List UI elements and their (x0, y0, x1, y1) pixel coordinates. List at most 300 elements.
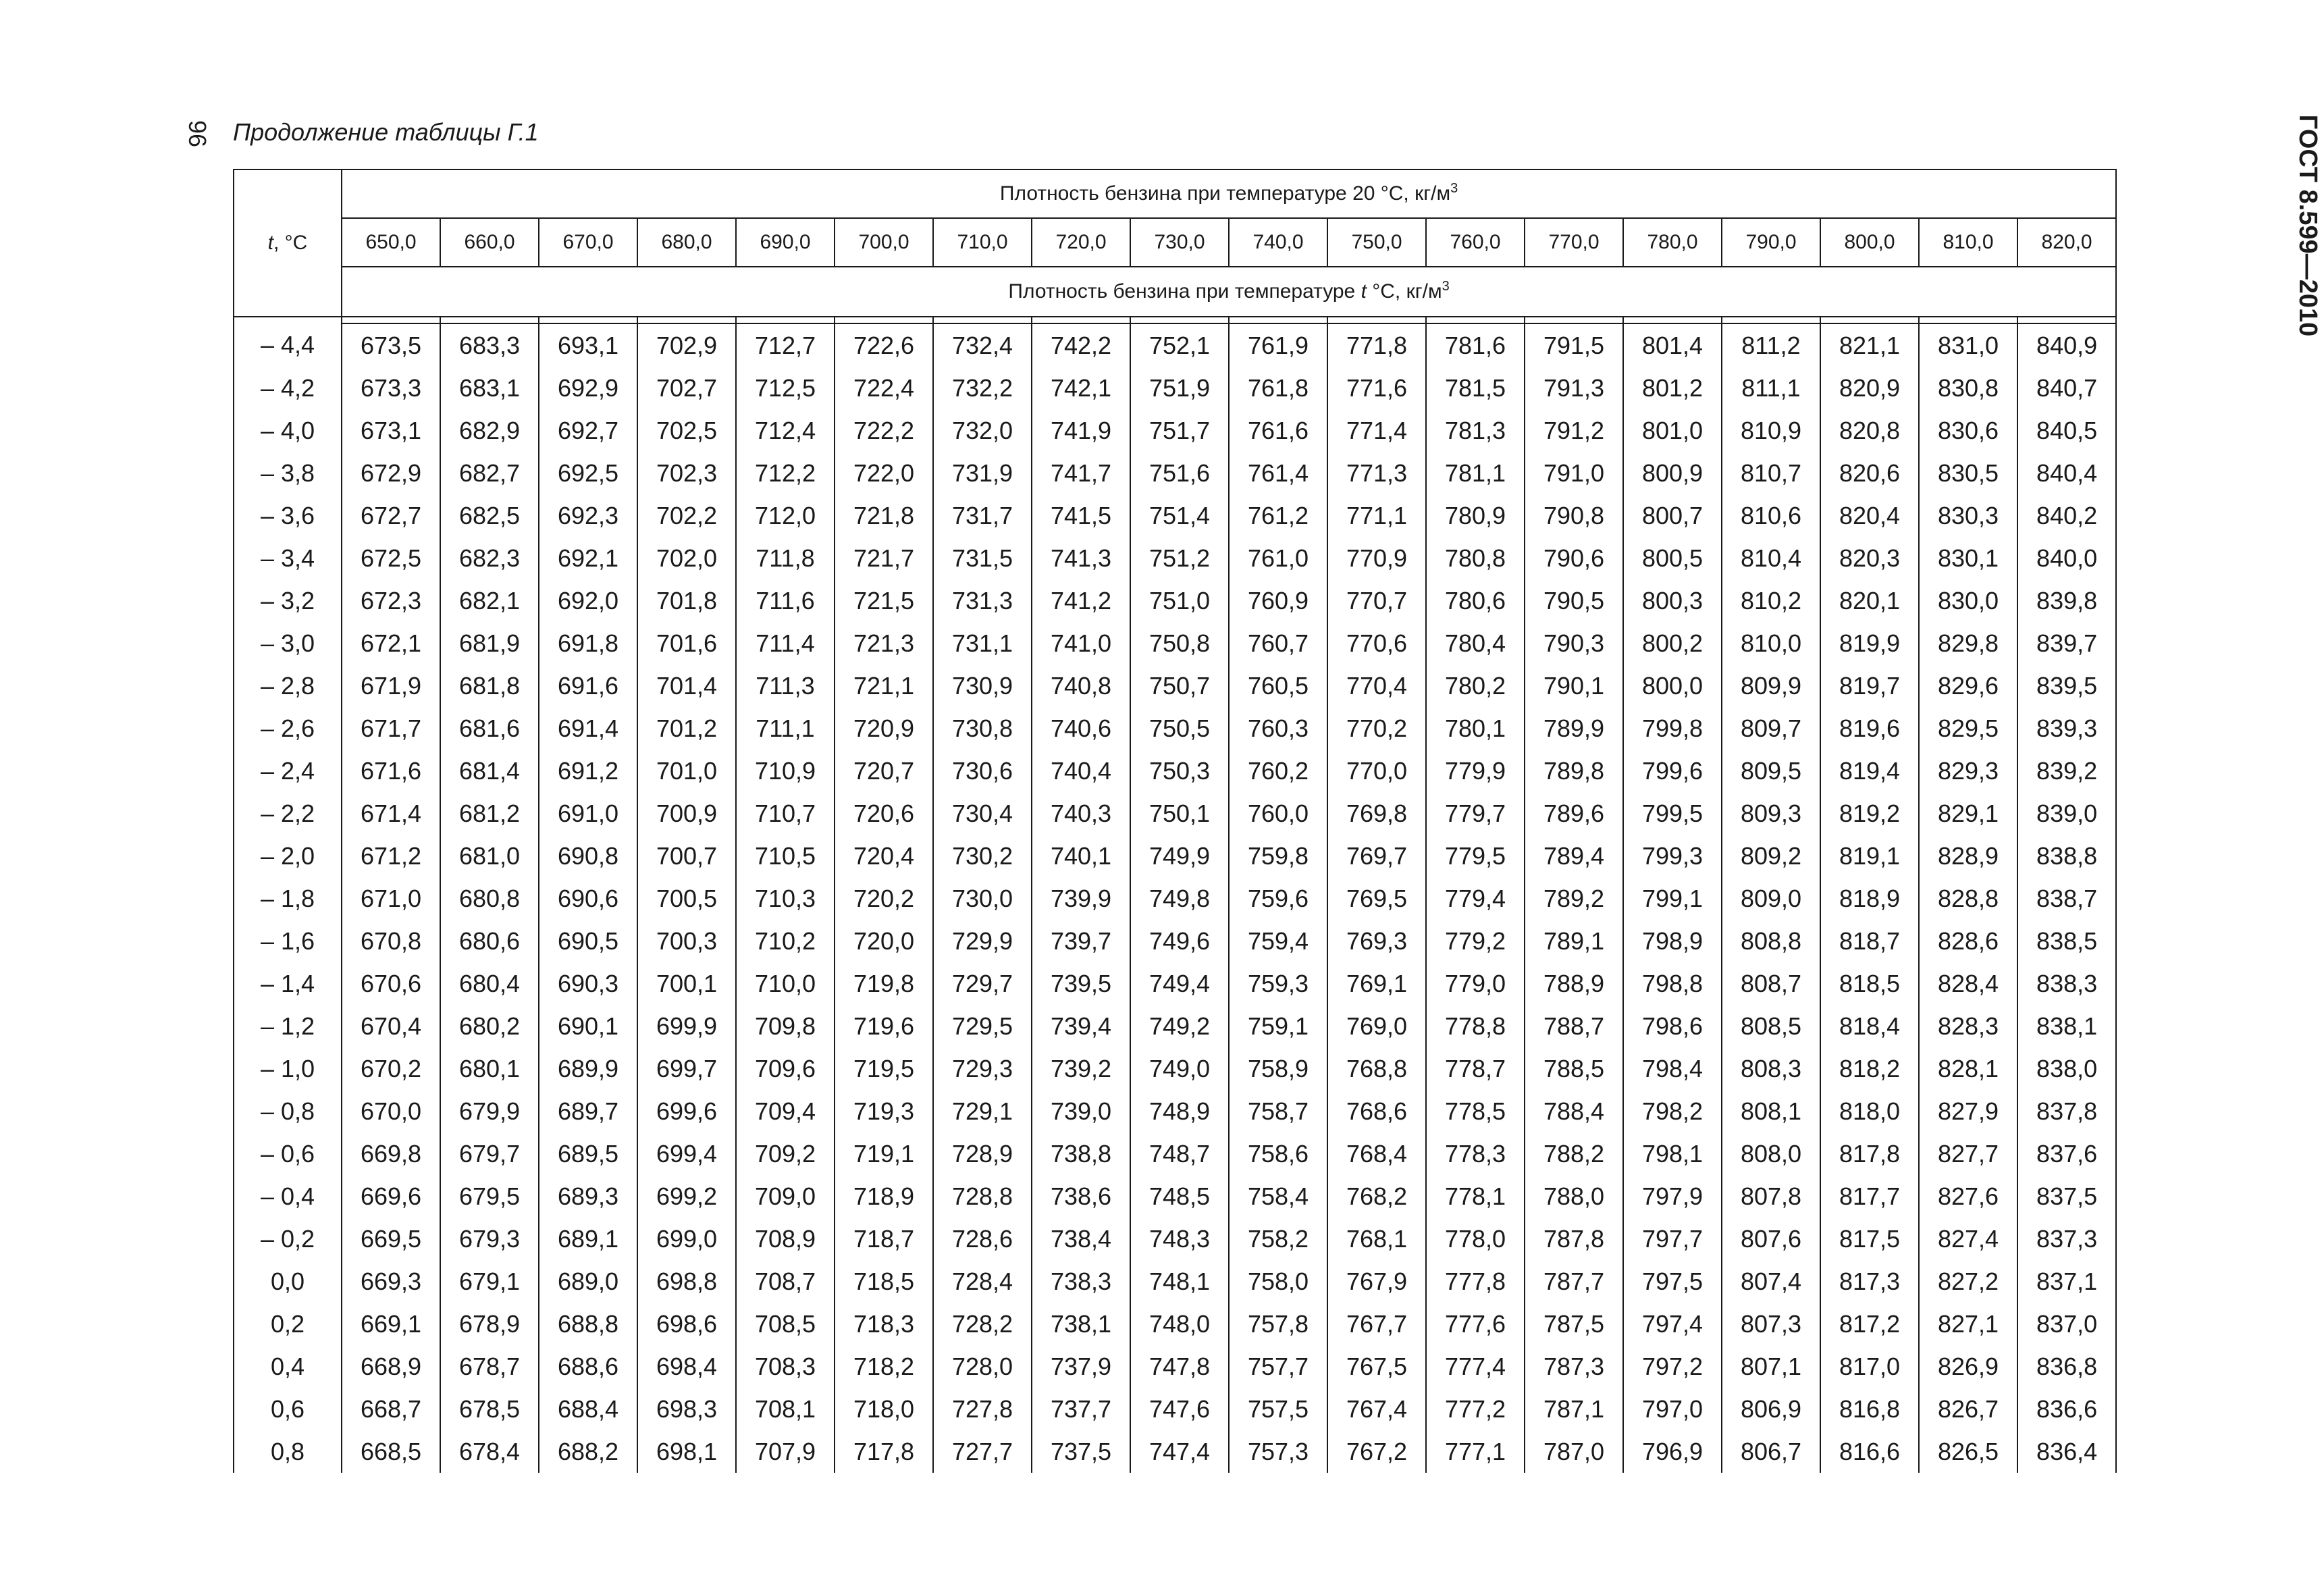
density-cell: 819,7 (1820, 664, 1919, 707)
density-cell: 760,3 (1229, 707, 1327, 750)
density-cell: 777,1 (1426, 1430, 1525, 1473)
temperature-cell: – 3,8 (234, 452, 342, 494)
density-cell: 797,2 (1623, 1345, 1722, 1388)
density-cell: 670,8 (342, 920, 440, 962)
density-cell: 721,1 (835, 664, 933, 707)
density-cell: 689,9 (539, 1047, 637, 1090)
temperature-cell: – 2,0 (234, 835, 342, 877)
density-cell: 698,6 (637, 1303, 736, 1345)
density-cell: 788,2 (1525, 1132, 1623, 1175)
density-cell: 698,4 (637, 1345, 736, 1388)
density-cell: 789,8 (1525, 750, 1623, 792)
density-cell: 672,1 (342, 622, 440, 664)
density-cell: 780,6 (1426, 579, 1525, 622)
density-cell: 751,0 (1130, 579, 1229, 622)
density-cell: 718,9 (835, 1175, 933, 1218)
density-cell: 809,5 (1722, 750, 1820, 792)
density-cell: 778,1 (1426, 1175, 1525, 1218)
table-row (234, 920, 2116, 962)
density-cell: 779,7 (1426, 792, 1525, 835)
density-cell: 702,2 (637, 494, 736, 537)
density-cell: 699,4 (637, 1132, 736, 1175)
gap-cell (1623, 317, 1722, 323)
density-cell: 816,8 (1820, 1388, 1919, 1430)
density-cell: 712,2 (736, 452, 835, 494)
density-cell: 771,1 (1327, 494, 1426, 537)
density-cell: 768,4 (1327, 1132, 1426, 1175)
table-row (234, 1047, 2116, 1090)
density-cell: 797,9 (1623, 1175, 1722, 1218)
density-cell: 809,0 (1722, 877, 1820, 920)
density-cell: 729,7 (933, 962, 1032, 1005)
density-cell: 777,6 (1426, 1303, 1525, 1345)
density-cell: 731,7 (933, 494, 1032, 537)
density-cell: 810,0 (1722, 622, 1820, 664)
density-cell: 789,1 (1525, 920, 1623, 962)
density-cell: 807,3 (1722, 1303, 1820, 1345)
density-cell: 800,7 (1623, 494, 1722, 537)
density-cell: 759,1 (1229, 1005, 1327, 1047)
density-cell: 678,7 (440, 1345, 539, 1388)
density-cell: 740,8 (1032, 664, 1130, 707)
density-cell: 747,8 (1130, 1345, 1229, 1388)
temperature-cell: – 1,2 (234, 1005, 342, 1047)
density-cell: 819,2 (1820, 792, 1919, 835)
density-cell: 770,9 (1327, 537, 1426, 579)
density-cell: 760,0 (1229, 792, 1327, 835)
density-cell: 728,8 (933, 1175, 1032, 1218)
density-cell: 780,9 (1426, 494, 1525, 537)
temperature-cell: – 0,6 (234, 1132, 342, 1175)
table-row (234, 835, 2116, 877)
density-cell: 809,2 (1722, 835, 1820, 877)
density-cell: 731,3 (933, 579, 1032, 622)
density-cell: 679,3 (440, 1218, 539, 1260)
density-cell: 768,6 (1327, 1090, 1426, 1132)
density-cell: 699,2 (637, 1175, 736, 1218)
density-cell: 759,3 (1229, 962, 1327, 1005)
density-cell: 838,3 (2017, 962, 2116, 1005)
density-cell: 728,9 (933, 1132, 1032, 1175)
density-cell: 767,2 (1327, 1430, 1426, 1473)
density-cell: 787,1 (1525, 1388, 1623, 1430)
density-cell: 770,4 (1327, 664, 1426, 707)
density-cell: 811,2 (1722, 323, 1820, 367)
density-cell: 688,2 (539, 1430, 637, 1473)
density-cell: 791,5 (1525, 323, 1623, 367)
gap-cell (1525, 317, 1623, 323)
density-cell: 678,9 (440, 1303, 539, 1345)
density-cell: 683,3 (440, 323, 539, 367)
table-row (234, 1260, 2116, 1303)
density-cell: 810,2 (1722, 579, 1820, 622)
density-cell: 811,1 (1722, 367, 1820, 409)
density-cell: 798,6 (1623, 1005, 1722, 1047)
density-cell: 732,0 (933, 409, 1032, 452)
gap-cell (234, 317, 342, 323)
density-cell: 748,1 (1130, 1260, 1229, 1303)
density-cell: 738,6 (1032, 1175, 1130, 1218)
density-cell: 701,4 (637, 664, 736, 707)
density-cell: 839,7 (2017, 622, 2116, 664)
density-cell: 668,7 (342, 1388, 440, 1430)
density-cell: 698,1 (637, 1430, 736, 1473)
density-cell: 761,2 (1229, 494, 1327, 537)
density-cell: 779,4 (1426, 877, 1525, 920)
density-cell: 817,7 (1820, 1175, 1919, 1218)
density-cell: 828,3 (1919, 1005, 2017, 1047)
density-cell: 699,7 (637, 1047, 736, 1090)
density-cell: 748,3 (1130, 1218, 1229, 1260)
density-cell: 758,7 (1229, 1090, 1327, 1132)
table-row (234, 1218, 2116, 1260)
density-cell: 740,3 (1032, 792, 1130, 835)
density-cell: 678,4 (440, 1430, 539, 1473)
table-row (234, 707, 2116, 750)
density-cell: 839,2 (2017, 750, 2116, 792)
density-cell: 679,7 (440, 1132, 539, 1175)
density-cell: 799,5 (1623, 792, 1722, 835)
density-cell: 681,9 (440, 622, 539, 664)
density-cell: 692,5 (539, 452, 637, 494)
density-cell: 807,1 (1722, 1345, 1820, 1388)
density-cell: 728,6 (933, 1218, 1032, 1260)
density-cell: 691,8 (539, 622, 637, 664)
gap-cell (736, 317, 835, 323)
density-column-header: 670,0 (539, 218, 637, 267)
density-cell: 702,5 (637, 409, 736, 452)
density-cell: 752,1 (1130, 323, 1229, 367)
density-cell: 750,5 (1130, 707, 1229, 750)
density-cell: 709,4 (736, 1090, 835, 1132)
density-cell: 668,5 (342, 1430, 440, 1473)
density-cell: 837,8 (2017, 1090, 2116, 1132)
table-row (234, 452, 2116, 494)
density-cell: 836,6 (2017, 1388, 2116, 1430)
density-column-header: 700,0 (835, 218, 933, 267)
density-cell: 771,3 (1327, 452, 1426, 494)
density-cell: 682,9 (440, 409, 539, 452)
density-cell: 691,4 (539, 707, 637, 750)
density-cell: 808,3 (1722, 1047, 1820, 1090)
density-cell: 758,2 (1229, 1218, 1327, 1260)
density-cell: 761,9 (1229, 323, 1327, 367)
density-cell: 748,9 (1130, 1090, 1229, 1132)
density-cell: 767,7 (1327, 1303, 1426, 1345)
density-cell: 806,7 (1722, 1430, 1820, 1473)
density-column-header: 780,0 (1623, 218, 1722, 267)
density-cell: 799,3 (1623, 835, 1722, 877)
density-cell: 669,1 (342, 1303, 440, 1345)
density-cell: 771,6 (1327, 367, 1426, 409)
density-cell: 751,6 (1130, 452, 1229, 494)
density-cell: 732,2 (933, 367, 1032, 409)
density-cell: 799,8 (1623, 707, 1722, 750)
density-cell: 829,3 (1919, 750, 2017, 792)
density-column-header: 810,0 (1919, 218, 2017, 267)
density-cell: 668,9 (342, 1345, 440, 1388)
density-cell: 789,2 (1525, 877, 1623, 920)
density-cell: 712,0 (736, 494, 835, 537)
density-cell: 681,4 (440, 750, 539, 792)
density-cell: 748,5 (1130, 1175, 1229, 1218)
density-cell: 790,3 (1525, 622, 1623, 664)
density-cell: 801,2 (1623, 367, 1722, 409)
density-20c-header: Плотность бензина при температуре 20 °С, $кг/м^3$ (342, 169, 2116, 218)
density-cell: 798,4 (1623, 1047, 1722, 1090)
density-cell: 710,5 (736, 835, 835, 877)
density-cell: 757,7 (1229, 1345, 1327, 1388)
density-cell: 838,0 (2017, 1047, 2116, 1090)
density-cell: 732,4 (933, 323, 1032, 367)
density-cell: 730,6 (933, 750, 1032, 792)
density-cell: 751,7 (1130, 409, 1229, 452)
density-column-header: 680,0 (637, 218, 736, 267)
density-cell: 779,5 (1426, 835, 1525, 877)
density-cell: 740,4 (1032, 750, 1130, 792)
density-cell: 730,8 (933, 707, 1032, 750)
density-cell: 699,0 (637, 1218, 736, 1260)
density-cell: 683,1 (440, 367, 539, 409)
density-column-header: 770,0 (1525, 218, 1623, 267)
density-cell: 840,2 (2017, 494, 2116, 537)
density-cell: 669,8 (342, 1132, 440, 1175)
density-cell: 672,9 (342, 452, 440, 494)
density-cell: 729,5 (933, 1005, 1032, 1047)
density-cell: 739,5 (1032, 962, 1130, 1005)
density-cell: 840,0 (2017, 537, 2116, 579)
density-cell: 788,5 (1525, 1047, 1623, 1090)
density-cell: 700,3 (637, 920, 736, 962)
density-cell: 729,9 (933, 920, 1032, 962)
temperature-cell: – 2,8 (234, 664, 342, 707)
density-cell: 768,1 (1327, 1218, 1426, 1260)
density-cell: 751,2 (1130, 537, 1229, 579)
density-cell: 779,9 (1426, 750, 1525, 792)
density-cell: 709,0 (736, 1175, 835, 1218)
density-cell: 739,9 (1032, 877, 1130, 920)
density-cell: 738,1 (1032, 1303, 1130, 1345)
density-cell: 722,4 (835, 367, 933, 409)
density-cell: 681,8 (440, 664, 539, 707)
density-cell: 759,4 (1229, 920, 1327, 962)
density-cell: 742,1 (1032, 367, 1130, 409)
density-cell: 682,3 (440, 537, 539, 579)
density-cell: 828,8 (1919, 877, 2017, 920)
table-row (234, 664, 2116, 707)
density-cell: 699,6 (637, 1090, 736, 1132)
temperature-cell: – 4,2 (234, 367, 342, 409)
density-cell: 769,3 (1327, 920, 1426, 962)
density-cell: 837,1 (2017, 1260, 2116, 1303)
density-cell: 831,0 (1919, 323, 2017, 367)
density-cell: 728,0 (933, 1345, 1032, 1388)
density-cell: 689,1 (539, 1218, 637, 1260)
density-cell: 761,8 (1229, 367, 1327, 409)
density-cell: 788,0 (1525, 1175, 1623, 1218)
density-cell: 689,5 (539, 1132, 637, 1175)
density-cell: 728,4 (933, 1260, 1032, 1303)
density-cell: 710,0 (736, 962, 835, 1005)
density-cell: 749,4 (1130, 962, 1229, 1005)
temperature-cell: – 2,6 (234, 707, 342, 750)
temperature-cell: 0,4 (234, 1345, 342, 1388)
density-cell: 820,8 (1820, 409, 1919, 452)
temperature-cell: – 4,0 (234, 409, 342, 452)
gap-cell (1130, 317, 1229, 323)
density-cell: 709,8 (736, 1005, 835, 1047)
density-cell: 680,1 (440, 1047, 539, 1090)
density-cell: 748,0 (1130, 1303, 1229, 1345)
density-cell: 758,6 (1229, 1132, 1327, 1175)
density-cell: 758,9 (1229, 1047, 1327, 1090)
page-number: 96 (184, 120, 211, 148)
density-cell: 778,3 (1426, 1132, 1525, 1175)
density-cell: 750,1 (1130, 792, 1229, 835)
temperature-cell: – 1,6 (234, 920, 342, 962)
gap-cell (342, 317, 440, 323)
temperature-cell: – 3,4 (234, 537, 342, 579)
gap-cell (440, 317, 539, 323)
density-cell: 678,5 (440, 1388, 539, 1430)
density-cell: 760,9 (1229, 579, 1327, 622)
density-cell: 836,8 (2017, 1345, 2116, 1388)
density-cell: 791,0 (1525, 452, 1623, 494)
density-cell: 720,9 (835, 707, 933, 750)
density-cell: 741,9 (1032, 409, 1130, 452)
density-cell: 829,8 (1919, 622, 2017, 664)
density-cell: 809,3 (1722, 792, 1820, 835)
density-cell: 673,3 (342, 367, 440, 409)
density-cell: 791,3 (1525, 367, 1623, 409)
density-cell: 810,6 (1722, 494, 1820, 537)
density-cell: 720,6 (835, 792, 933, 835)
density-cell: 750,8 (1130, 622, 1229, 664)
gap-cell (539, 317, 637, 323)
density-cell: 820,1 (1820, 579, 1919, 622)
density-cell: 790,6 (1525, 537, 1623, 579)
density-cell: 730,4 (933, 792, 1032, 835)
density-cell: 797,7 (1623, 1218, 1722, 1260)
density-cell: 829,6 (1919, 664, 2017, 707)
density-cell: 729,1 (933, 1090, 1032, 1132)
table-row (234, 409, 2116, 452)
density-cell: 760,2 (1229, 750, 1327, 792)
density-cell: 817,8 (1820, 1132, 1919, 1175)
density-cell: 788,9 (1525, 962, 1623, 1005)
density-cell: 799,1 (1623, 877, 1722, 920)
density-cell: 739,0 (1032, 1090, 1130, 1132)
density-column-header: 650,0 (342, 218, 440, 267)
density-cell: 830,1 (1919, 537, 2017, 579)
table-row (234, 1132, 2116, 1175)
density-cell: 787,7 (1525, 1260, 1623, 1303)
density-cell: 738,4 (1032, 1218, 1130, 1260)
density-cell: 839,5 (2017, 664, 2116, 707)
density-cell: 761,4 (1229, 452, 1327, 494)
density-cell: 700,5 (637, 877, 736, 920)
temperature-cell: – 1,4 (234, 962, 342, 1005)
density-cell: 749,2 (1130, 1005, 1229, 1047)
density-column-header: 790,0 (1722, 218, 1820, 267)
density-cell: 829,1 (1919, 792, 2017, 835)
density-cell: 739,2 (1032, 1047, 1130, 1090)
density-cell: 718,3 (835, 1303, 933, 1345)
density-cell: 771,4 (1327, 409, 1426, 452)
temperature-cell: – 2,4 (234, 750, 342, 792)
density-cell: 779,2 (1426, 920, 1525, 962)
density-cell: 712,4 (736, 409, 835, 452)
density-cell: 750,3 (1130, 750, 1229, 792)
density-cell: 718,0 (835, 1388, 933, 1430)
density-cell: 828,6 (1919, 920, 2017, 962)
table-row (234, 622, 2116, 664)
density-cell: 738,3 (1032, 1260, 1130, 1303)
density-cell: 769,7 (1327, 835, 1426, 877)
density-cell: 837,6 (2017, 1132, 2116, 1175)
density-cell: 777,2 (1426, 1388, 1525, 1430)
density-cell: 838,5 (2017, 920, 2116, 962)
density-cell: 770,7 (1327, 579, 1426, 622)
density-cell: 830,6 (1919, 409, 2017, 452)
density-cell: 790,5 (1525, 579, 1623, 622)
density-cell: 671,9 (342, 664, 440, 707)
density-cell: 710,2 (736, 920, 835, 962)
density-cell: 699,9 (637, 1005, 736, 1047)
density-cell: 808,7 (1722, 962, 1820, 1005)
table-row (234, 367, 2116, 409)
temperature-cell: – 3,2 (234, 579, 342, 622)
density-cell: 781,5 (1426, 367, 1525, 409)
density-cell: 741,0 (1032, 622, 1130, 664)
density-cell: 717,8 (835, 1430, 933, 1473)
density-cell: 817,0 (1820, 1345, 1919, 1388)
density-cell: 757,8 (1229, 1303, 1327, 1345)
density-cell: 701,0 (637, 750, 736, 792)
density-cell: 691,6 (539, 664, 637, 707)
density-cell: 797,0 (1623, 1388, 1722, 1430)
temperature-cell: – 0,4 (234, 1175, 342, 1218)
density-cell: 757,5 (1229, 1388, 1327, 1430)
temperature-cell: 0,0 (234, 1260, 342, 1303)
density-cell: 816,6 (1820, 1430, 1919, 1473)
density-cell: 673,1 (342, 409, 440, 452)
gap-cell (2017, 317, 2116, 323)
density-cell: 730,9 (933, 664, 1032, 707)
density-cell: 749,0 (1130, 1047, 1229, 1090)
density-cell: 809,7 (1722, 707, 1820, 750)
density-cell: 719,8 (835, 962, 933, 1005)
density-cell: 818,0 (1820, 1090, 1919, 1132)
density-cell: 722,0 (835, 452, 933, 494)
density-cell: 787,0 (1525, 1430, 1623, 1473)
density-cell: 692,1 (539, 537, 637, 579)
density-cell: 760,5 (1229, 664, 1327, 707)
density-cell: 789,6 (1525, 792, 1623, 835)
density-cell: 790,1 (1525, 664, 1623, 707)
temperature-cell: – 0,8 (234, 1090, 342, 1132)
density-cell: 712,7 (736, 323, 835, 367)
density-cell: 810,9 (1722, 409, 1820, 452)
density-cell: 778,7 (1426, 1047, 1525, 1090)
density-cell: 759,6 (1229, 877, 1327, 920)
density-cell: 747,6 (1130, 1388, 1229, 1430)
density-cell: 727,7 (933, 1430, 1032, 1473)
density-cell: 781,3 (1426, 409, 1525, 452)
density-cell: 692,0 (539, 579, 637, 622)
density-cell: 749,9 (1130, 835, 1229, 877)
density-cell: 819,9 (1820, 622, 1919, 664)
